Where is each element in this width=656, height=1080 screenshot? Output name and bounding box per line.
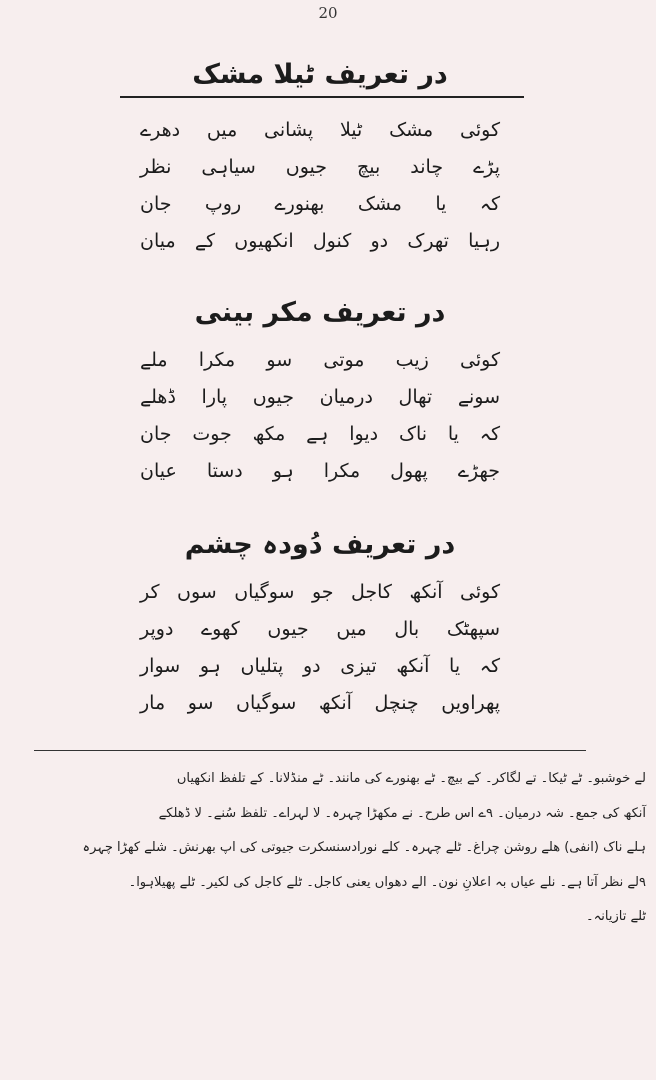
verse-line: سپھٹک بال میں جیوں کھوے دوپر [140, 618, 500, 640]
section-makar-beni [140, 296, 500, 490]
verse-line: کہ یا ناک دیوا ہے مکھ جوت جان [140, 423, 500, 445]
verse-line: پڑے چاند بیچ جیوں سیاہی نظر [140, 156, 500, 178]
footnote-divider [34, 750, 586, 751]
heading-underline [120, 96, 524, 98]
verse-line: کوئی مشک ٹیلا پشانی میں دھرے [140, 119, 500, 141]
verse-line: پھراویں چنچل آنکھ سوگیاں سو مار [140, 692, 500, 714]
page-number: 20 [318, 4, 338, 22]
footnote-line: آنکھ کی جمع۔ شہ درمیان۔ ۹ے اس طرح۔ نے مکھڑا چہرہ۔ لا لہراے۔ تلفظ سُنے۔ لا ڈھلکے [158, 805, 646, 821]
verse-line: کہ یا آنکھ تیزی دو پتلیاں ہو سوار [140, 655, 500, 677]
verse-line: سونے تھال درمیان جیوں پارا ڈھلے [140, 386, 500, 408]
footnote-line: ٹلے تازیانہ۔ [586, 909, 646, 924]
section-heading: در تعریف دُودہ چشم [184, 529, 456, 560]
section-heading: در تعریف ٹیلا مشک [192, 59, 448, 90]
section-heading: در تعریف مکر بینی [194, 297, 446, 328]
verse-line: کوئی زیب موتی سو مکرا ملے [140, 349, 500, 371]
verse-line: کہ یا مشک بھنورے روپ جان [140, 193, 500, 215]
footnote-line: لے خوشبو۔ ٹے ٹیکا۔ تے لگاکر۔ کے بیچ۔ ٹے بھنورے کی مانند۔ ٹے منڈلانا۔ کے تلفظ انکھیاں [176, 771, 646, 786]
verse-line: جھڑے پھول مکرا ہو دستا عیان [140, 460, 500, 482]
verse-line: کوئی آنکھ کاجل جو سوگیاں سوں کر [140, 581, 500, 603]
section-dooda-chashm [140, 528, 500, 722]
footnote-line: ۹لے نظر آتا ہے۔ نلے عیاں بہ اعلانِ نون۔ الے دھواں یعنی کاجل۔ ٹلے کاجل کی لکیر۔ ٹلے پھیلاہوا۔ [128, 874, 646, 890]
footnote-line: ہلے ناک (انفی) ھلے روشن چراغ۔ ٹلے چہرہ۔ کلے نورادسنسکرت جیوتی کی اپ بھرنش۔ شلے کھڑا چہرہ [82, 840, 646, 855]
footnotes [40, 762, 646, 935]
section-tila-mushk [140, 58, 500, 260]
verse-line: رہیا تھرک دو کنول انکھیوں کے میان [140, 230, 500, 252]
